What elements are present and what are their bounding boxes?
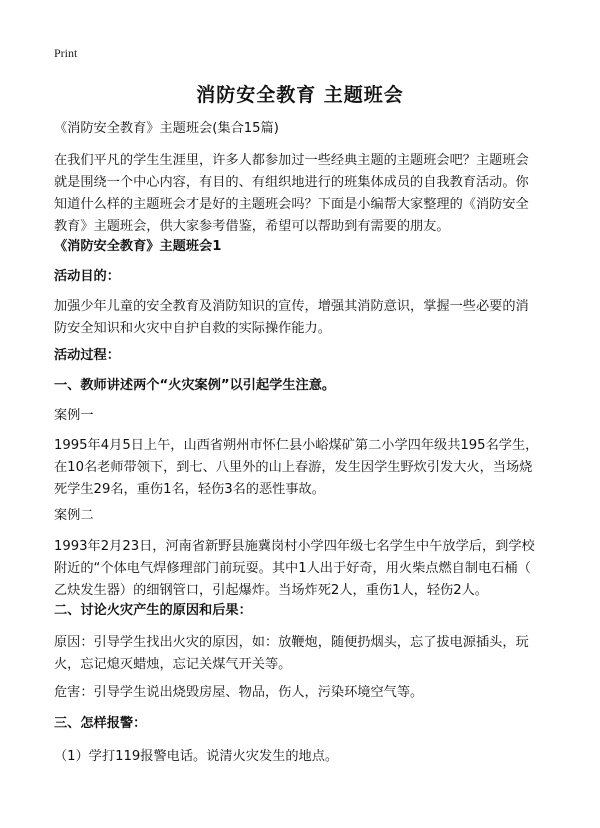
print-label: Print: [54, 46, 78, 60]
step2-heading: 二、讨论火灾产生的原因和后果：: [54, 603, 252, 618]
cause-paragraph: [54, 632, 554, 676]
section-title: 《消防安全教育》主题班会1: [54, 239, 222, 254]
goal-paragraph: [54, 296, 554, 340]
case2-line-3: 乙炔发生器）的细钢管口，引起爆炸。当场炸死2人，重伤1人，轻伤2人。: [54, 583, 488, 598]
step3-heading: 三、怎样报警：: [54, 716, 147, 731]
case2-paragraph: [54, 536, 554, 602]
report-line: （1）学打119报警电话。说清火灾发生的地点。: [54, 749, 339, 764]
case1-line-2: 在10名老师带领下，到七、八里外的山上春游，发生因学生野炊引发大火，当场烧: [54, 460, 533, 475]
goal-heading: 活动目的：: [54, 269, 120, 284]
goal-line-2: 防安全知识和火灾中自护自救的实际操作能力。: [54, 321, 331, 336]
case2-label: 案例二: [54, 508, 94, 523]
goal-line-1: 加强少年儿童的安全教育及消防知识的宣传，增强其消防意识，掌握一些必要的消: [54, 299, 529, 314]
process-heading: 活动过程：: [54, 348, 120, 363]
harm-line: 危害：引导学生说出烧毁房屋、物品，伤人，污染环境空气等。: [54, 685, 424, 700]
case1-label: 案例一: [54, 408, 94, 423]
cause-line-1: 原因：引导学生找出火灾的原因，如：放鞭炮，随便扔烟头，忘了拔电源插头，玩: [54, 635, 529, 650]
intro-line-2: 就是围绕一个中心内容，有目的、有组织地进行的班集体成员的自我教育活动。你: [54, 175, 529, 190]
case1-line-3: 死学生29名，重伤1名，轻伤3名的恶性事故。: [54, 482, 325, 497]
intro-line-3: 知道什么样的主题班会才是好的主题班会吗？下面是小编帮大家整理的《消防安全: [54, 197, 529, 212]
case2-line-1: 1993年2月23日，河南省新野县施冀岗村小学四年级七名学生中午放学后，到学校: [54, 539, 535, 554]
cause-line-2: 火，忘记熄灭蜡烛，忘记关煤气开关等。: [54, 657, 292, 672]
case1-paragraph: [54, 435, 554, 501]
subtitle: 《消防安全教育》主题班会(集合15篇): [54, 121, 279, 136]
step1-heading: 一、教师讲述两个“火灾案例”以引起学生注意。: [54, 378, 336, 393]
case1-line-1: 1995年4月5日上午，山西省朔州市怀仁县小峪煤矿第二小学四年级共195名学生，: [54, 438, 539, 453]
case2-line-2: 附近的“个体电气焊修理部门前玩耍。其中1人出于好奇，用火柴点燃自制电石桶（: [54, 561, 531, 576]
intro-line-1: 在我们平凡的学生生涯里，许多人都参加过一些经典主题的主题班会吧？主题班会: [54, 153, 529, 168]
intro-paragraph: [54, 150, 554, 238]
intro-line-4: 教育》主题班会，供大家参考借鉴，希望可以帮助到有需要的朋友。: [54, 219, 450, 234]
page-title: 消防安全教育 主题班会: [196, 84, 404, 106]
